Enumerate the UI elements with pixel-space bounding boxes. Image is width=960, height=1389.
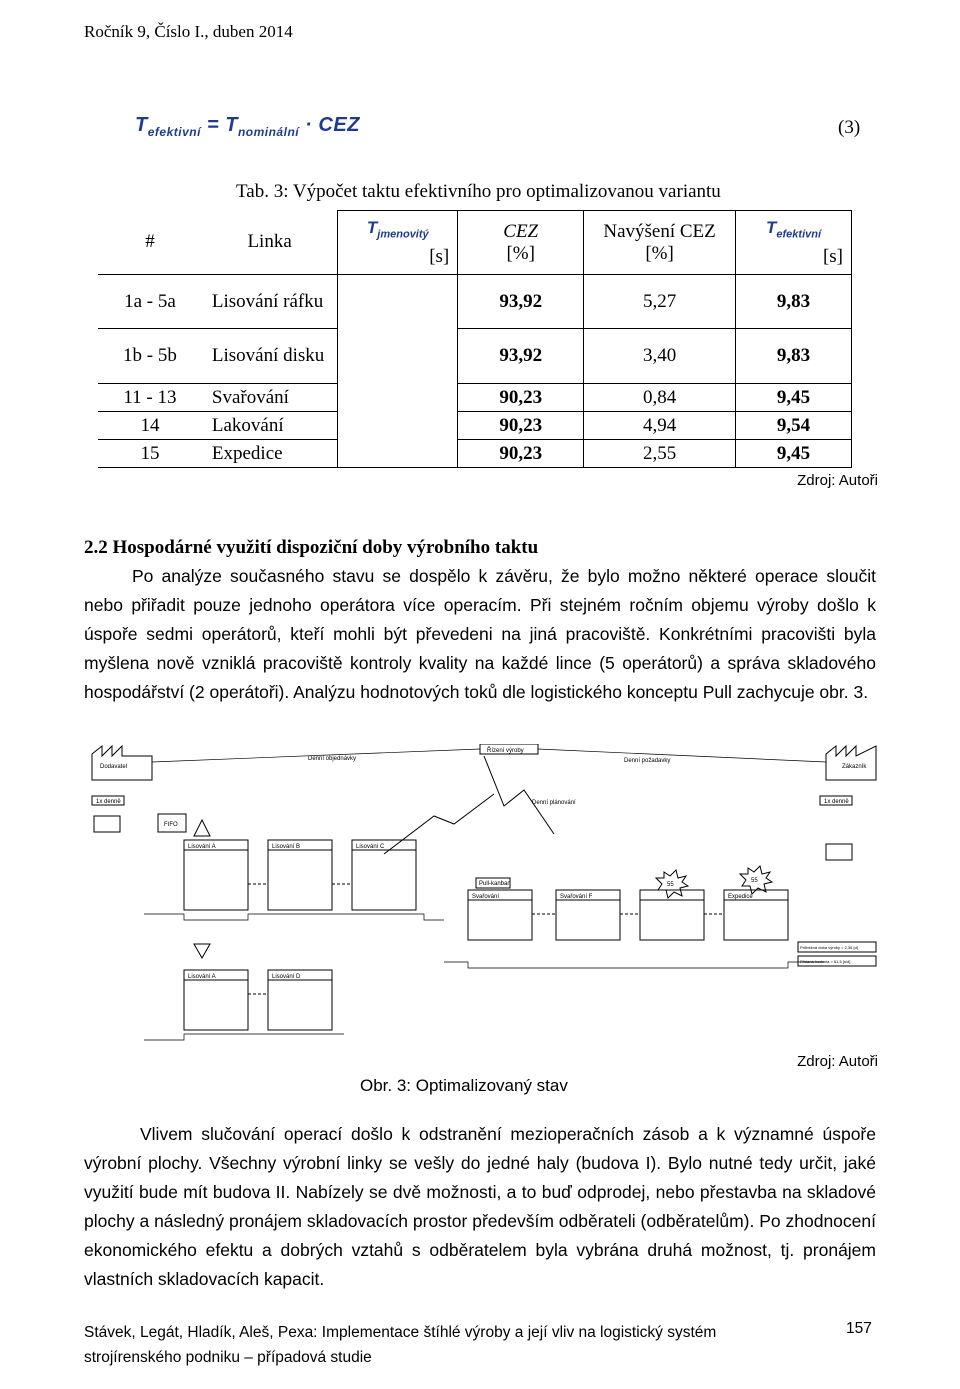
paragraph-2 xyxy=(84,1120,876,1294)
truck-icon-right xyxy=(826,844,852,860)
cell-id: 14 xyxy=(98,412,202,440)
supplier-factory-icon xyxy=(92,746,152,780)
t-nom-unit: [s] xyxy=(429,245,450,267)
cell-cez: 90,23 xyxy=(458,440,584,468)
cell-linka: Svařování xyxy=(202,384,338,412)
cell-navyseni: 4,94 xyxy=(584,412,736,440)
supermarket-label: FIFO xyxy=(164,822,178,828)
customer-label: Zákazník xyxy=(842,764,867,770)
daily-demand-label: Denní požadavky xyxy=(624,758,671,764)
process-label: Lisování A xyxy=(188,974,216,980)
table-row xyxy=(98,440,852,468)
cell-navyseni: 0,84 xyxy=(584,384,736,412)
cell-id: 11 - 13 xyxy=(98,384,202,412)
journal-header: Ročník 9, Číslo I., duben 2014 xyxy=(84,22,293,41)
table-row xyxy=(98,275,852,329)
value-added-label: Přidaná hodnota = 61,5 [s/d] xyxy=(800,959,851,964)
delivery-right-label: 1x denně xyxy=(824,799,849,805)
cell-t-ef: 9,54 xyxy=(736,412,852,440)
data-box xyxy=(184,850,248,910)
customer-factory-icon xyxy=(826,746,876,780)
cell-navyseni: 3,40 xyxy=(584,329,736,384)
cez-label: CEZ xyxy=(503,220,539,242)
process-label: Svařování xyxy=(472,894,500,900)
burst-label-1: 55 xyxy=(667,882,674,888)
cell-t-ef: 9,83 xyxy=(736,275,852,329)
header-t-effective xyxy=(736,211,852,275)
timeline-upper xyxy=(144,914,444,920)
inventory-icon-2 xyxy=(194,944,210,958)
t-nom-symbol: T xyxy=(366,218,378,238)
daily-plan-label: Denní plánování xyxy=(532,800,576,806)
cell-cez: 93,92 xyxy=(458,275,584,329)
info-line-right xyxy=(538,749,826,762)
timeline-lower xyxy=(144,1034,344,1040)
cell-navyseni: 2,55 xyxy=(584,440,736,468)
cell-id: 1a - 5a xyxy=(98,275,202,329)
t-ef-sub: efektivní xyxy=(776,228,822,241)
process-label: Lisování A xyxy=(188,844,216,850)
table-3 xyxy=(98,210,852,468)
data-box xyxy=(556,900,620,940)
inventory-icon-1 xyxy=(194,820,210,836)
process-label: Lisování D xyxy=(272,974,301,980)
formula-sub1: efektivní xyxy=(147,125,201,139)
truck-icon-left xyxy=(94,816,120,832)
delivery-left-label: 1x denně xyxy=(96,799,121,805)
control-label: Řízení výroby xyxy=(487,748,524,754)
cell-cez: 90,23 xyxy=(458,412,584,440)
equation-number: (3) xyxy=(838,117,861,138)
cell-navyseni: 5,27 xyxy=(584,275,736,329)
timeline-right xyxy=(444,962,824,968)
formula-dot: · xyxy=(305,114,313,136)
table-row xyxy=(98,329,852,384)
cell-cez: 90,23 xyxy=(458,384,584,412)
data-box xyxy=(268,850,332,910)
cell-linka: Lisování disku xyxy=(202,329,338,384)
t-ef-symbol: T xyxy=(766,218,777,238)
formula-sub2: nominální xyxy=(237,125,300,139)
table-row xyxy=(98,412,852,440)
formula-t1: T xyxy=(135,114,148,136)
header-cez xyxy=(458,211,584,275)
cell-linka: Expedice xyxy=(202,440,338,468)
t-nom-sub: jmenovitý xyxy=(377,228,429,241)
data-box xyxy=(640,900,704,940)
header-navyseni xyxy=(584,211,736,275)
process-label: Expedice xyxy=(728,894,753,900)
navyseni-unit: [%] xyxy=(645,242,674,264)
cell-linka: Lakování xyxy=(202,412,338,440)
paragraph-2-text: Vlivem slučování operací došlo k odstranění mezioperačních zásob a k významné úspoře výrobní plochy. Všechny výrobní linky se vešly do jedné haly (budova I). Bylo nutné tedy určit, jaké využití bude mít budova II. Nabízely se dvě možnosti, a to buď odprodej, nebo přestavba na skladové plochy a následný pronájem skladovacích prostor především odběrateli (odběratelům). Po zhodnocení ekonomického efektu a dobrých vztahů s odběratelem byla vybrána druhá možnost, tj. pronájem vlastních skladovacích kapacit. xyxy=(84,1124,876,1289)
paragraph-1 xyxy=(84,562,876,707)
navyseni-label: Navýšení CEZ xyxy=(603,220,716,242)
t-ef-unit: [s] xyxy=(822,245,843,267)
cell-linka: Lisování ráfku xyxy=(202,275,338,329)
cell-t-ef: 9,83 xyxy=(736,329,852,384)
cez-unit: [%] xyxy=(506,242,535,264)
header-linka: Linka xyxy=(202,211,338,275)
footer-citation: Stávek, Legát, Hladík, Aleš, Pexa: Implementace štíhlé výroby a její vliv na logistický systém strojírenského podniku – případová studie xyxy=(84,1324,717,1366)
formula-cez: CEZ xyxy=(318,114,360,136)
cell-t-nominal xyxy=(338,275,458,468)
info-arrow-2 xyxy=(384,794,494,854)
process-box xyxy=(640,890,704,900)
value-stream-map xyxy=(84,744,878,1046)
header-hash: # xyxy=(98,211,202,275)
formula-t2: T xyxy=(225,114,238,136)
page-number: 157 xyxy=(846,1320,872,1337)
data-box xyxy=(268,980,332,1030)
kanban-label: Pull-kanban xyxy=(479,881,511,887)
daily-order-label: Denní objednávky xyxy=(308,756,357,762)
supplier-label: Dodavatel xyxy=(100,764,128,770)
cell-cez: 93,92 xyxy=(458,329,584,384)
data-box xyxy=(468,900,532,940)
header-t-nominal xyxy=(338,211,458,275)
section-heading: 2.2 Hospodárné využití dispoziční doby výrobního taktu xyxy=(84,537,539,558)
cell-t-ef: 9,45 xyxy=(736,384,852,412)
data-box xyxy=(724,900,788,940)
burst-label-2: 55 xyxy=(751,878,758,884)
process-label: Lisování B xyxy=(272,844,301,850)
figure-source: Zdroj: Autoři xyxy=(797,1053,878,1070)
cell-id: 15 xyxy=(98,440,202,468)
data-box xyxy=(184,980,248,1030)
table-header-row xyxy=(98,211,852,275)
table-source: Zdroj: Autoři xyxy=(797,472,878,489)
data-box xyxy=(352,850,416,910)
paragraph-1-text: Po analýze současného stavu se dospělo k závěru, že bylo možno některé operace sloučit nebo přiřadit pouze jednoho operátora více operacím. Při stejném ročním objemu výroby došlo k úspoře sedmi operátorů, kteří mohli být převedeni na jiná pracoviště. Konkrétními pracovišti byla myšlena nově vzniklá pracoviště kontroly kvality na každé lince (5 operátorů) a správa skladového hospodářství (2 operátoři). Analýzu hodnotových toků dle logistického konceptu Pull zachycuje obr. 3. xyxy=(84,566,876,702)
cell-id: 1b - 5b xyxy=(98,329,202,384)
info-arrow-1 xyxy=(484,756,554,834)
table-caption: Tab. 3: Výpočet taktu efektivního pro optimalizovanou variantu xyxy=(236,181,721,202)
table-row xyxy=(98,384,852,412)
lead-time-label: Průběžná doba výroby = 2,36 [d] xyxy=(800,945,858,950)
figure-caption: Obr. 3: Optimalizovaný stav xyxy=(360,1076,568,1095)
cell-t-ef: 9,45 xyxy=(736,440,852,468)
process-label: Svařování F xyxy=(560,894,593,900)
formula-eq: = xyxy=(206,114,220,136)
process-label: Lisování C xyxy=(356,844,385,850)
formula xyxy=(135,114,360,139)
